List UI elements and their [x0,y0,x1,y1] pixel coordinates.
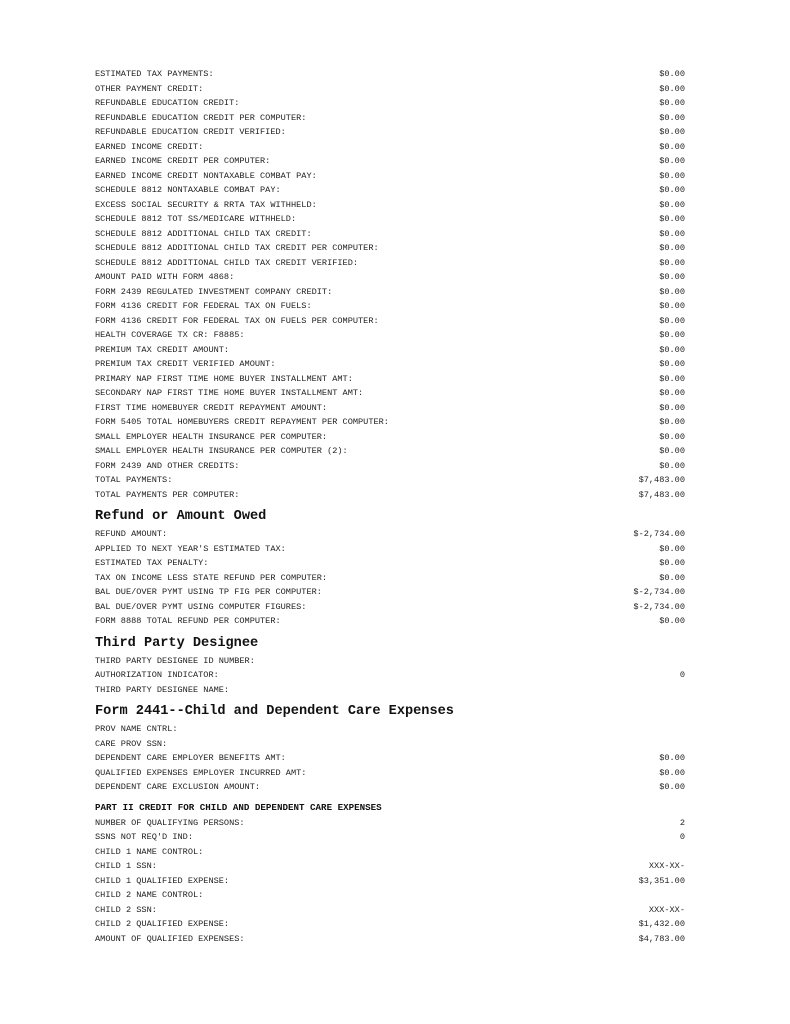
field-row [95,917,685,932]
field-row [95,654,685,669]
field-row [95,125,685,140]
field-row [95,430,685,445]
field-label: CHILD 1 QUALIFIED EXPENSE: [95,875,230,886]
field-value: $0.00 [659,446,685,456]
field-label: PROV NAME CNTRL: [95,724,178,734]
field-label: SCHEDULE 8812 NONTAXABLE COMBAT PAY: [95,185,281,195]
field-label: BAL DUE/OVER PYMT USING TP FIG PER COMPUTER: [95,587,322,597]
field-value: $0.00 [659,127,685,137]
field-row [95,459,685,474]
field-row [95,314,685,329]
field-value: $0.00 [659,558,685,568]
field-label: SCHEDULE 8812 ADDITIONAL CHILD TAX CREDIT: [95,228,312,239]
field-label: AMOUNT OF QUALIFIED EXPENSES: [95,933,245,944]
field-value: $0.00 [659,257,685,268]
field-row [95,82,685,97]
field-label: TOTAL PAYMENTS: [95,475,173,485]
field-row [95,683,685,698]
field-value: $-2,734.00 [633,587,685,597]
field-label: REFUND AMOUNT: [95,529,168,539]
field-label: EARNED INCOME CREDIT NONTAXABLE COMBAT PAY: [95,170,317,181]
field-label: EXCESS SOCIAL SECURITY & RRTA TAX WITHHELD: [95,199,317,210]
field-value: $0.00 [659,782,685,792]
field-row [95,600,685,615]
field-value: $0.00 [659,286,685,297]
field-row [95,256,685,271]
field-label: CHILD 2 QUALIFIED EXPENSE: [95,919,230,929]
field-label: TAX ON INCOME LESS STATE REFUND PER COMPUTER: [95,572,328,583]
payments-section [95,67,685,502]
field-value: $0.00 [659,228,685,239]
field-row [95,140,685,155]
field-label: REFUNDABLE EDUCATION CREDIT PER COMPUTER: [95,112,307,123]
field-label: ESTIMATED TAX PAYMENTS: [95,69,214,79]
field-row [95,241,685,256]
field-label: CHILD 1 SSN: [95,861,157,871]
field-label: FORM 4136 CREDIT FOR FEDERAL TAX ON FUELS: [95,301,312,311]
field-row [95,556,685,571]
field-value: $0.00 [659,170,685,181]
field-row [95,343,685,358]
field-label: SMALL EMPLOYER HEALTH INSURANCE PER COMPUTER: [95,431,328,442]
field-value: $0.00 [659,69,685,79]
field-label: REFUNDABLE EDUCATION CREDIT VERIFIED: [95,127,286,137]
field-label: SCHEDULE 8812 ADDITIONAL CHILD TAX CREDIT VERIFIED: [95,257,359,268]
field-row [95,386,685,401]
field-row [95,668,685,683]
field-value: 2 [679,817,685,828]
field-row [95,96,685,111]
field-label: APPLIED TO NEXT YEAR'S ESTIMATED TAX: [95,543,286,554]
field-label: SSNS NOT REQ'D IND: [95,832,193,842]
field-label: HEALTH COVERAGE TX CR: F8885: [95,330,245,340]
field-row [95,357,685,372]
field-value: $0.00 [659,388,685,398]
field-row [95,766,685,781]
field-label: EARNED INCOME CREDIT: [95,141,204,152]
field-row [95,285,685,300]
field-value: $0.00 [659,112,685,123]
field-row [95,737,685,752]
field-row [95,227,685,242]
field-value: $0.00 [659,315,685,326]
field-label: OTHER PAYMENT CREDIT: [95,83,204,94]
field-row [95,830,685,845]
field-label: BAL DUE/OVER PYMT USING COMPUTER FIGURES: [95,601,307,612]
field-row [95,473,685,488]
field-value: $7,483.00 [638,475,685,485]
field-value: 0 [679,832,685,842]
field-label: CHILD 2 SSN: [95,904,157,915]
field-value: $0.00 [659,767,685,778]
refund-section [95,527,685,629]
part2-section [95,816,685,947]
field-label: FORM 5405 TOTAL HOMEBUYERS CREDIT REPAYMENT PER COMPUTER: [95,417,389,427]
field-row [95,903,685,918]
field-row [95,212,685,227]
field-row [95,585,685,600]
field-row [95,780,685,795]
field-row [95,614,685,629]
field-value: $0.00 [659,431,685,442]
field-value: XXX-XX- [648,861,685,871]
field-row [95,859,685,874]
field-label: QUALIFIED EXPENSES EMPLOYER INCURRED AMT: [95,767,307,778]
field-label: THIRD PARTY DESIGNEE ID NUMBER: [95,655,255,666]
field-value: $0.00 [659,83,685,94]
field-row [95,401,685,416]
field-row [95,571,685,586]
field-value: $0.00 [659,243,685,253]
field-value: $0.00 [659,359,685,369]
field-row [95,183,685,198]
field-label: FORM 4136 CREDIT FOR FEDERAL TAX ON FUELS PER COMPUTER: [95,315,379,326]
field-row [95,67,685,82]
field-row [95,154,685,169]
field-row [95,888,685,903]
field-value: $0.00 [659,185,685,195]
field-label: SECONDARY NAP FIRST TIME HOME BUYER INSTALLMENT AMT: [95,388,364,398]
field-label: TOTAL PAYMENTS PER COMPUTER: [95,489,240,500]
field-label: EARNED INCOME CREDIT PER COMPUTER: [95,156,271,166]
field-row [95,845,685,860]
field-row [95,415,685,430]
field-label: FORM 2439 REGULATED INVESTMENT COMPANY CREDIT: [95,286,333,297]
field-label: CHILD 2 NAME CONTROL: [95,890,204,900]
field-label: THIRD PARTY DESIGNEE NAME: [95,684,230,695]
field-value: $-2,734.00 [633,601,685,612]
field-value: $0.00 [659,330,685,340]
field-value: $0.00 [659,156,685,166]
field-label: AUTHORIZATION INDICATOR: [95,670,219,680]
field-value: $0.00 [659,373,685,384]
field-label: FORM 8888 TOTAL REFUND PER COMPUTER: [95,616,281,626]
field-value: $4,783.00 [638,933,685,944]
third-party-heading: Third Party Designee [95,635,259,651]
field-label: PREMIUM TAX CREDIT AMOUNT: [95,344,230,355]
field-row [95,111,685,126]
field-row [95,542,685,557]
field-label: CARE PROV SSN: [95,738,168,749]
field-label: CHILD 1 NAME CONTROL: [95,846,204,857]
field-label: FORM 2439 AND OTHER CREDITS: [95,460,240,471]
field-value: $0.00 [659,543,685,554]
field-row [95,299,685,314]
field-value: $0.00 [659,344,685,355]
field-value: $0.00 [659,98,685,108]
field-row [95,488,685,503]
field-value: 0 [679,670,685,680]
field-value: $1,432.00 [638,919,685,929]
field-row [95,751,685,766]
form2441-section [95,722,685,795]
field-value: $0.00 [659,616,685,626]
refund-heading: Refund or Amount Owed [95,509,267,524]
field-label: REFUNDABLE EDUCATION CREDIT: [95,98,240,108]
field-label: DEPENDENT CARE EXCLUSION AMOUNT: [95,782,261,792]
field-row [95,372,685,387]
field-row [95,527,685,542]
field-value: $0.00 [659,402,685,413]
field-row [95,444,685,459]
field-row [95,270,685,285]
field-value: $0.00 [659,199,685,210]
field-row [95,816,685,831]
field-label: FIRST TIME HOMEBUYER CREDIT REPAYMENT AMOUNT: [95,402,328,413]
field-row [95,198,685,213]
field-row [95,874,685,889]
field-label: SCHEDULE 8812 TOT SS/MEDICARE WITHHELD: [95,214,297,224]
field-value: $0.00 [659,572,685,583]
field-value: $0.00 [659,214,685,224]
field-label: NUMBER OF QUALIFYING PERSONS: [95,817,245,828]
third-party-section [95,654,685,698]
tax-transcript-page [95,67,685,946]
field-label: SCHEDULE 8812 ADDITIONAL CHILD TAX CREDIT PER COMPUTER: [95,243,379,253]
field-value: $0.00 [659,460,685,471]
field-value: $0.00 [659,301,685,311]
field-row [95,932,685,947]
field-row [95,328,685,343]
part2-heading: PART II CREDIT FOR CHILD AND DEPENDENT CARE EXPENSES [95,801,382,813]
field-value: $0.00 [659,141,685,152]
field-value: $0.00 [659,272,685,282]
field-row [95,169,685,184]
field-value: $7,483.00 [638,489,685,500]
field-value: $-2,734.00 [633,529,685,539]
field-label: SMALL EMPLOYER HEALTH INSURANCE PER COMPUTER (2): [95,446,348,456]
field-label: PREMIUM TAX CREDIT VERIFIED AMOUNT: [95,359,276,369]
form2441-heading: Form 2441--Child and Dependent Care Expenses [95,704,454,719]
field-value: $0.00 [659,417,685,427]
field-label: DEPENDENT CARE EMPLOYER BENEFITS AMT: [95,753,286,763]
field-value: $3,351.00 [638,875,685,886]
field-label: ESTIMATED TAX PENALTY: [95,558,209,568]
field-value: XXX-XX- [648,904,685,915]
field-value: $0.00 [659,753,685,763]
field-row [95,722,685,737]
field-label: PRIMARY NAP FIRST TIME HOME BUYER INSTALLMENT AMT: [95,373,353,384]
field-label: AMOUNT PAID WITH FORM 4868: [95,272,235,282]
